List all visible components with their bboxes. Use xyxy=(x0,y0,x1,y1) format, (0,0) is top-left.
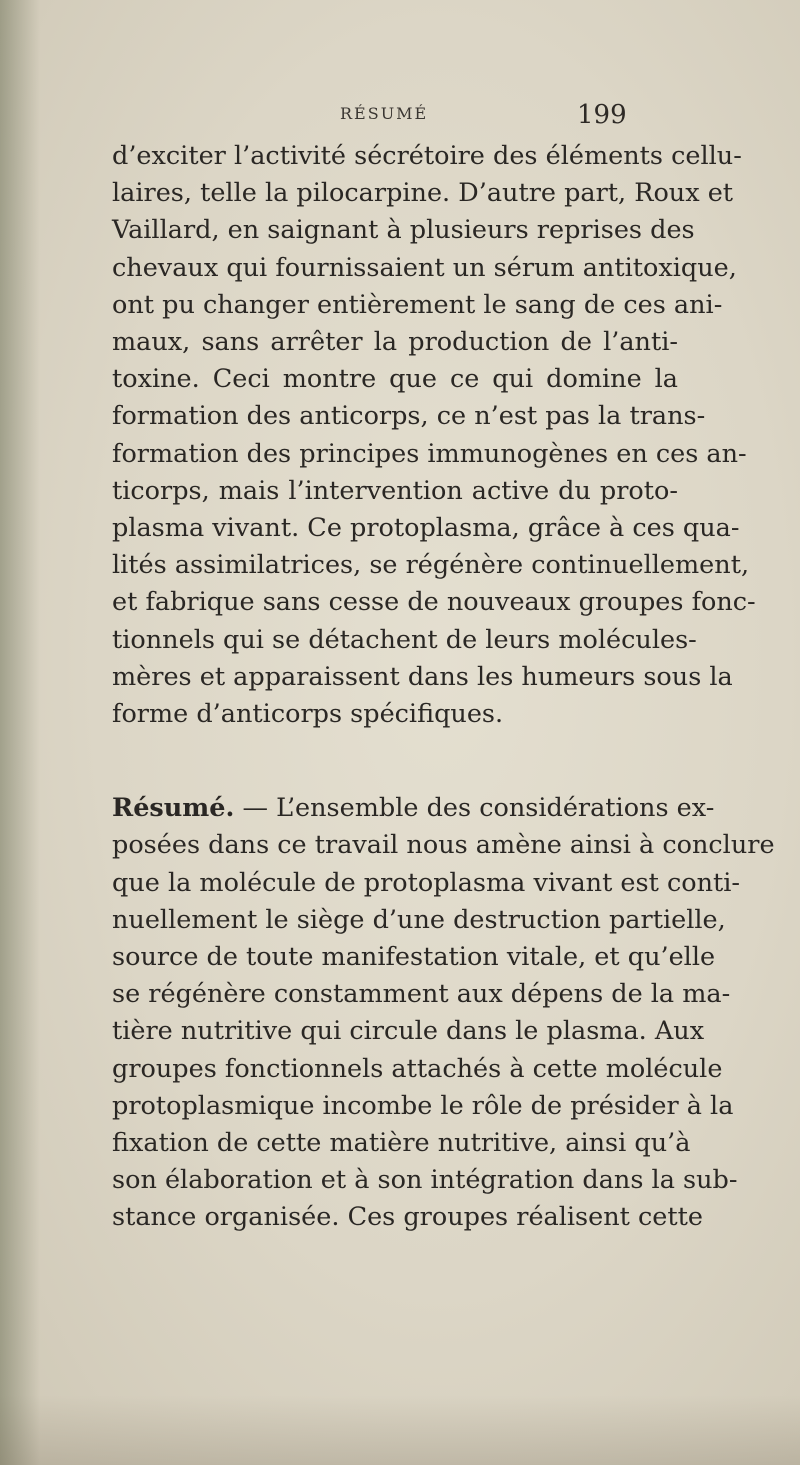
paragraph-1 xyxy=(112,138,756,733)
text-line: source de toute manifestation vitale, et qu’elle xyxy=(112,942,716,973)
text-line: mères et apparaissent dans les humeurs sous la xyxy=(112,661,733,692)
text-line: nuellement le siège d’une destruction partielle, xyxy=(112,904,726,935)
running-head: RÉSUMÉ xyxy=(340,104,429,123)
text-line: lités assimilatrices, se régénère continuellement, xyxy=(112,550,750,581)
text-line: maux, sans arrêter la production de l’anti- xyxy=(112,327,678,358)
text-line: fixation de cette matière nutritive, ainsi qu’à xyxy=(112,1128,691,1159)
text-line: protoplasmique incombe le rôle de présider à la xyxy=(112,1090,734,1121)
text-line: chevaux qui fournissaient un sérum antitoxique, xyxy=(112,252,737,283)
body-text xyxy=(112,138,775,1237)
text-line: tière nutritive qui circule dans le plasma. Aux xyxy=(112,1016,705,1047)
page-number: 199 xyxy=(577,100,627,130)
text-line-rest: — L’ensemble des considérations ex- xyxy=(234,793,715,824)
text-line: se régénère constamment aux dépens de la ma- xyxy=(112,979,731,1010)
text-line: ticorps, mais l’intervention active du proto- xyxy=(112,475,678,506)
page-header xyxy=(0,100,800,140)
text-line: formation des principes immunogènes en ces an- xyxy=(112,438,747,469)
text-line: tionnels qui se détachent de leurs molécules- xyxy=(112,624,697,655)
paragraph-gap xyxy=(112,733,678,790)
text-line: d’exciter l’activité sécrétoire des éléments cellu- xyxy=(112,141,742,171)
page-bottom-edge xyxy=(0,1395,800,1465)
text-line: et fabrique sans cesse de nouveaux groupes fonc- xyxy=(112,587,756,618)
page-binding-shadow xyxy=(0,0,40,1465)
paragraph-2 xyxy=(112,790,775,1236)
text-line: plasma vivant. Ce protoplasma, grâce à ces qua- xyxy=(112,513,740,544)
text-line: que la molécule de protoplasma vivant est conti- xyxy=(112,867,741,898)
text-line: posées dans ce travail nous amène ainsi à conclure xyxy=(112,830,775,861)
text-line: son élaboration et à son intégration dans la sub- xyxy=(112,1165,738,1196)
text-line: forme d’anticorps spécifiques. xyxy=(112,699,504,730)
text-line: groupes fonctionnels attachés à cette molécule xyxy=(112,1053,723,1084)
text-line: Vaillard, en saignant à plusieurs reprises des xyxy=(112,215,695,246)
text-line: stance organisée. Ces groupes réalisent cette xyxy=(112,1202,703,1233)
resume-label: Résumé. xyxy=(112,793,235,824)
text-line: laires, telle la pilocarpine. D’autre part, Roux et xyxy=(112,178,734,209)
text-line: formation des anticorps, ce n’est pas la trans- xyxy=(112,401,706,432)
text-line-first xyxy=(112,790,715,827)
text-line: ont pu changer entièrement le sang de ces ani- xyxy=(112,289,723,320)
text-line: toxine. Ceci montre que ce qui domine la xyxy=(112,364,678,395)
